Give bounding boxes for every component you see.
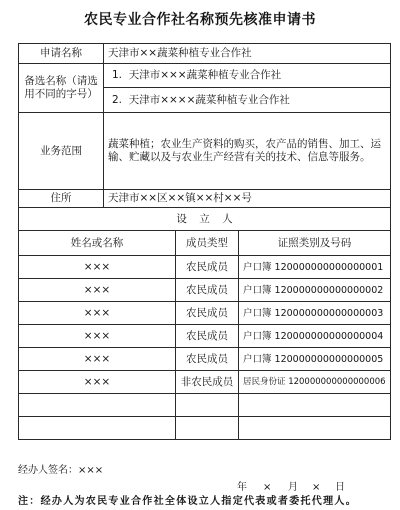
application-name-row xyxy=(19,44,391,64)
founder-id: 户口簿 120000000000000005 xyxy=(239,348,391,371)
empty-cell xyxy=(19,417,176,440)
application-form-table xyxy=(18,43,391,440)
business-scope-value: 蔬菜种植；农业生产资料的购买，农产品的销售、加工、运输、贮藏以及与农业生产经营有关的技术、信息等服务。 xyxy=(104,113,391,190)
table-row xyxy=(19,302,391,325)
founder-member-type: 农民成员 xyxy=(176,302,239,325)
date-month-label: 月 xyxy=(288,482,298,493)
founder-name: ××× xyxy=(19,279,176,302)
address-value: 天津市××区××镇××村××号 xyxy=(104,190,391,208)
empty-cell xyxy=(176,417,239,440)
empty-cell xyxy=(239,417,391,440)
founders-header-row xyxy=(19,231,391,256)
date-month-value: × xyxy=(263,482,272,493)
alt-name-row-1 xyxy=(19,64,391,88)
founders-section-row xyxy=(19,208,391,231)
empty-cell xyxy=(239,394,391,417)
founder-name: ××× xyxy=(19,256,176,279)
founder-id: 居民身份证 120000000000000006 xyxy=(239,371,391,394)
application-name-value: 天津市××蔬菜种植专业合作社 xyxy=(104,44,391,64)
founder-member-type: 农民成员 xyxy=(176,325,239,348)
founder-member-type: 非农民成员 xyxy=(176,371,239,394)
alt-name-label: 备选名称（请选用不同的字号） xyxy=(19,64,104,113)
founder-member-type: 农民成员 xyxy=(176,279,239,302)
address-label: 住所 xyxy=(19,190,104,208)
founder-id: 户口簿 120000000000000002 xyxy=(239,279,391,302)
address-row xyxy=(19,190,391,208)
founders-section-title: 设 立 人 xyxy=(19,208,391,231)
empty-table-row xyxy=(19,394,391,417)
table-row xyxy=(19,279,391,302)
business-scope-row xyxy=(19,113,391,190)
alt-name-value-2: 2. 天津市××××蔬菜种植专业合作社 xyxy=(104,88,391,113)
table-row xyxy=(19,325,391,348)
column-header-id: 证照类别及号码 xyxy=(239,231,391,256)
footer-note: 注：经办人为农民专业合作社全体设立人指定代表或者委托代理人。 xyxy=(18,496,357,507)
empty-table-row xyxy=(19,417,391,440)
founder-name: ××× xyxy=(19,348,176,371)
alt-name-value-1: 1. 天津市×××蔬菜种植专业合作社 xyxy=(104,64,391,88)
table-row xyxy=(19,348,391,371)
signer-line: 经办人签名：××× xyxy=(18,465,104,476)
empty-cell xyxy=(19,394,176,417)
table-row xyxy=(19,371,391,394)
founder-member-type: 农民成员 xyxy=(176,256,239,279)
founder-name: ××× xyxy=(19,302,176,325)
table-row xyxy=(19,256,391,279)
column-header-member-type: 成员类型 xyxy=(176,231,239,256)
form-title: 农民专业合作社名称预先核准申请书 xyxy=(84,12,316,28)
founder-id: 户口簿 120000000000000001 xyxy=(239,256,391,279)
founder-member-type: 农民成员 xyxy=(176,348,239,371)
column-header-name: 姓名或名称 xyxy=(19,231,176,256)
business-scope-label: 业务范围 xyxy=(19,113,104,190)
date-day-label: 日 xyxy=(335,482,345,493)
founder-name: ××× xyxy=(19,325,176,348)
date-day-value: × xyxy=(312,482,321,493)
date-year-label: 年 xyxy=(237,482,247,493)
founder-id: 户口簿 120000000000000003 xyxy=(239,302,391,325)
application-name-label: 申请名称 xyxy=(19,44,104,64)
founder-name: ××× xyxy=(19,371,176,394)
founder-id: 户口簿 120000000000000004 xyxy=(239,325,391,348)
empty-cell xyxy=(176,394,239,417)
